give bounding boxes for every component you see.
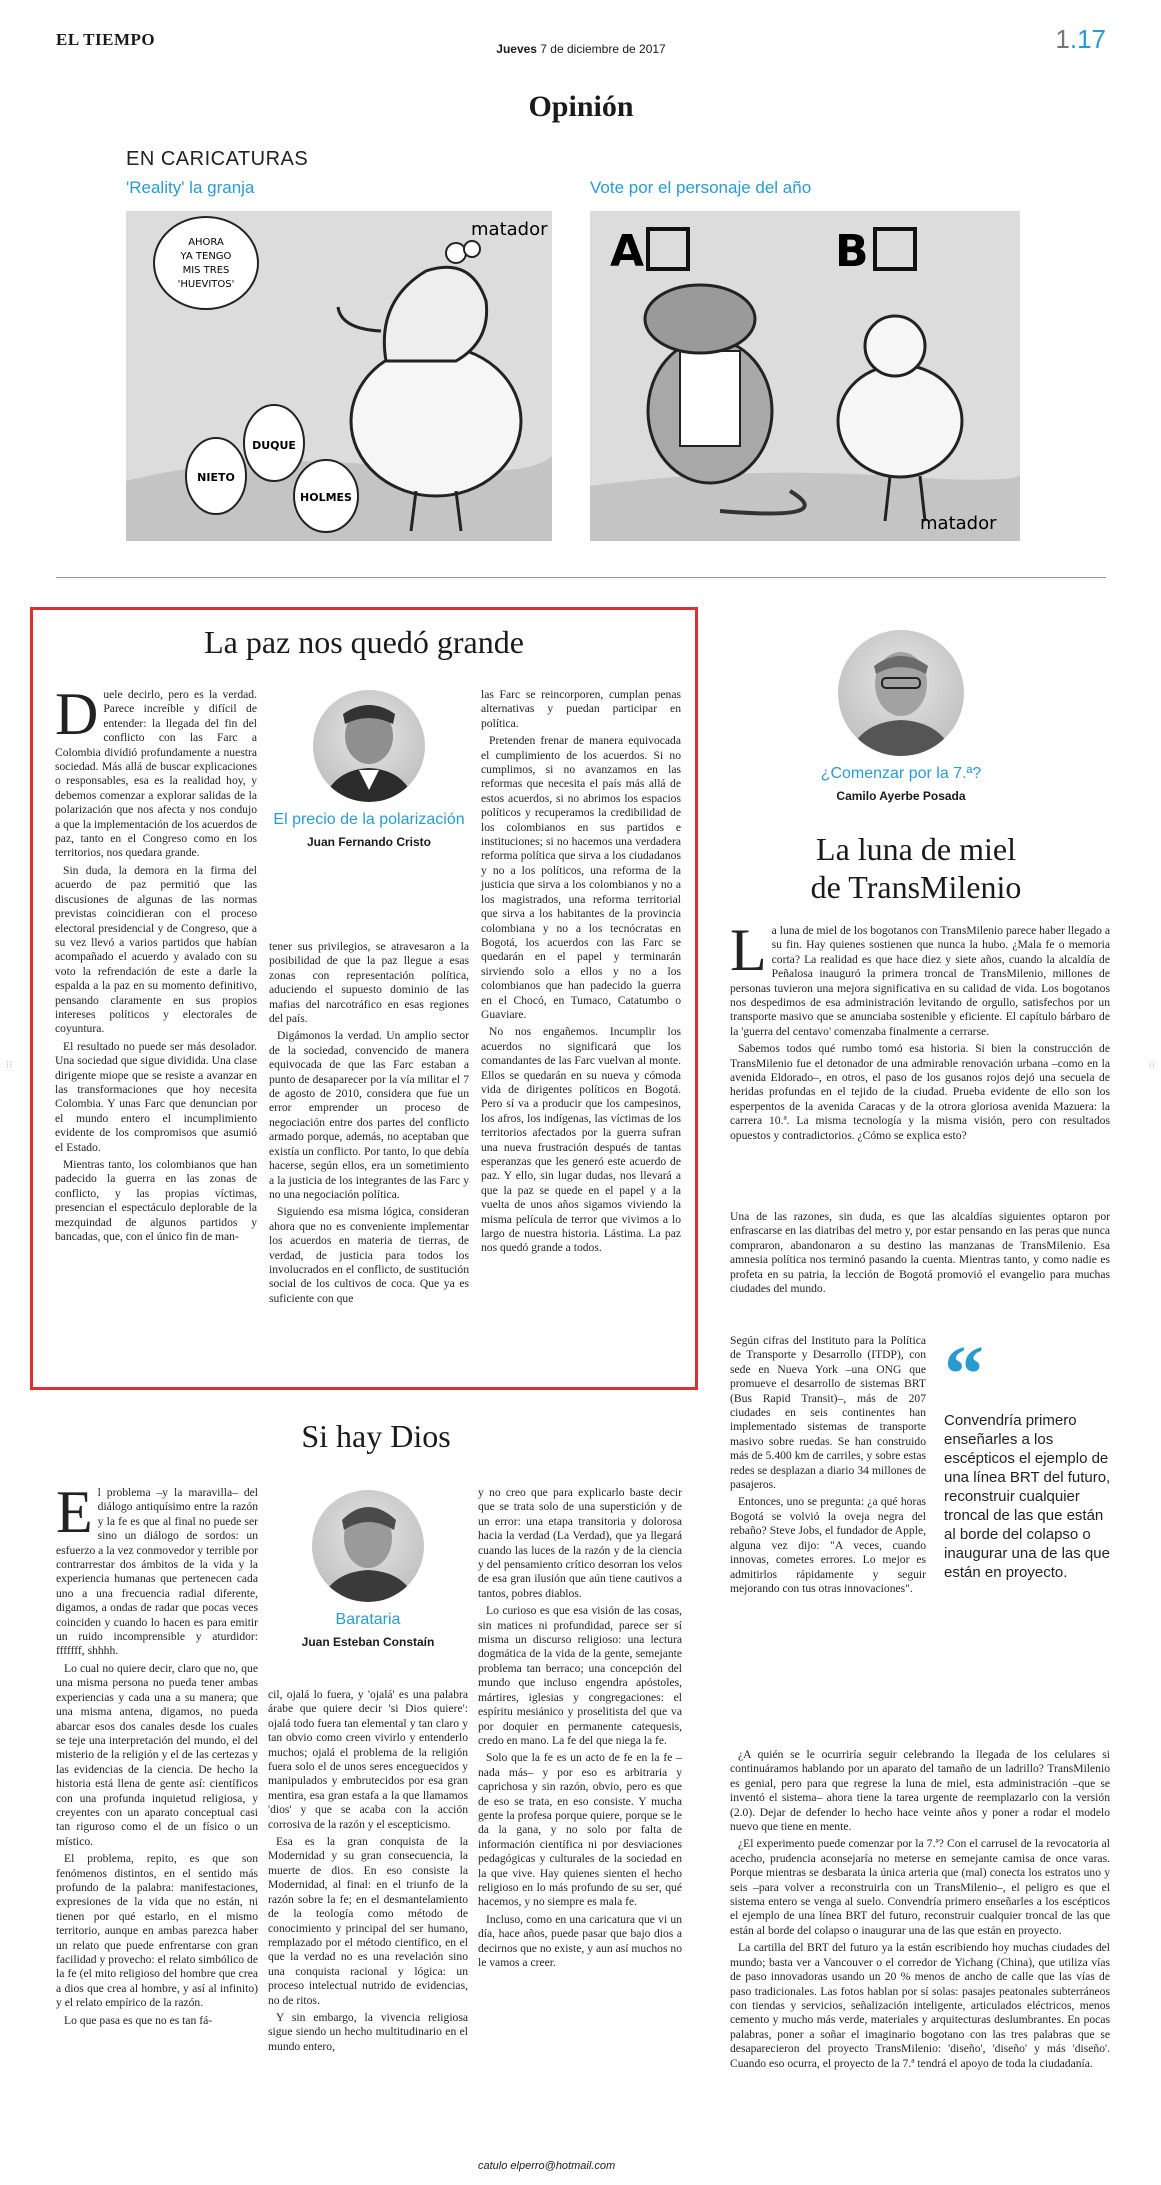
newspaper-logo: EL TIEMPO	[56, 30, 156, 49]
article3-portrait-svg	[838, 630, 964, 756]
page-number-suffix: .17	[1069, 24, 1106, 54]
article2-author-name: Juan Esteban Constaín	[301, 1635, 435, 1649]
left-margin-mark: ⁝⁝	[6, 1060, 13, 1071]
article3-p7: ¿El experimento puede comenzar por la 7.ª? Con el carrusel de la revocatoria al acecho, prudencia aconsejaría no meterse en semejante camisa de once varas. Porque mientras se desbarata la única arteria que (mal) conecta los estratos uno y seis –para volver a reconstruirla con un TransMilenio–, el peligro es que el sistema entero se venga al suelo. Convendría primero enseñarles a los escépticos el ejemplo de una línea BRT del futuro, reconstruir cualquier troncal de las que están al borde del colapso o inaugurar una de las que están en proyecto.	[730, 1837, 1110, 1937]
caricature-left-drawing	[126, 211, 552, 541]
article2-c3-p2: Lo curioso es que esa visión de las cosas, sin matices ni profundidad, parece ser sí misma un discurso religioso: una lectura dogmática de la vida de la gente, semejante problema tan berraco; una concepción del mundo que incluso engendra apóstoles, mártires, iglesias y congregaciones: el espíritu mesiánico y proselitista del que va por doquier en permanente catequesis, credo en mano. La fe del que niega la fe.	[478, 1604, 682, 1747]
caricature-right-subtitle: Vote por el personaje del año	[590, 178, 812, 197]
article1-column-3	[481, 688, 681, 1259]
bubble-line-1: AHORA	[188, 237, 224, 248]
article3-column-title: ¿Comenzar por la 7.ª?	[820, 765, 982, 782]
caricature-right-drawing	[590, 211, 1020, 541]
author-email: catulo elperro@hotmail.com	[478, 2160, 616, 2172]
caricatures-heading: EN CARICATURAS	[126, 148, 309, 170]
article3-author-block	[786, 630, 1016, 803]
article1-portrait-svg	[313, 690, 425, 802]
article2-c3-p3: Solo que la fe es un acto de fe en la fe –nada más– y por eso es arbitraria y caprichosa y sin razón, obvio, pero es que de eso se trata, en eso consiste. Y mucha gente la profesa porque quiere, porque se le da la gana, y no solo por falta de información científica ni por desviaciones pedagógicas y culturales de la sociedad en la que vive. Hay quienes sienten el hecho religioso en lo más profundo de su ser, qué hacemos, y no siempre es mala fe.	[478, 1751, 682, 1909]
article2-c2-p3: Y sin embargo, la vivencia religiosa sigue siendo un hecho multitudinario en el mundo entero,	[268, 2010, 468, 2053]
article3-p1: a luna de miel de los bogotanos con TransMilenio parece haber llegado a su fin. Hay quienes sostienen que nunca la hubo. ¿Mala fe o memoria corta? La realidad es que hace diez y siete años, cuando la alcaldía de Peñalosa inauguró la primera troncal de TransMilenio, millones de personas tuvieron una mejora significativa en su calidad de vida. Los bogotanos nos despedimos de esa administración levitando de orgullo, satisfechos por un transporte masivo que se anunciaba sostenible y eficiente. El capítulo bárbaro de la 'guerra del centavo' comenzaba finalmente a cerrarse.	[730, 924, 1110, 1038]
article2-c2-p1: cil, ojalá lo fuera, y 'ojalá' es una palabra árabe que quiere decir 'si Dios quiere': ojalá todo fuera tan elemental y tan claro y tan obvio como creen vivirlo y entenderlo muchos; ojalá el problema de la religión fuera solo el de unos seres enceguecidos y manipulados y embrutecidos por esa gran mentira, esa gran estafa a la que llamamos 'dios' y que se acaba con la acción corrosiva de la razón y el escepticismo.	[268, 1688, 468, 1831]
article1-c2-p3: Siguiendo esa misma lógica, consideran ahora que no es conveniente implementar los acuerdos en materia de tierras, de verdad, de justicia para todos los involucrados en el conflicto, de sustitución social de los cultivos de coca. Que ya es suficiente con que	[269, 1205, 469, 1305]
article1-c1-p1: uele decirlo, pero es la verdad. Parece increíble y difícil de entender: la llegada del fin del conflicto con las Farc a Colombia dividió profundamente a nuestra sociedad. Más allá de buscar explicaciones o responsables, esa es la realidad hoy, y debemos comenzar a explorar salidas de la polarización que nos afecta y nos condujo a que la implementación de los acuerdos de paz, tanto en el Congreso como en los territorios, nos quedara grande.	[55, 688, 257, 860]
article1-c2-p2: Digámonos la verdad. Un amplio sector de la sociedad, convencido de manera equivocada de que las Farc estaban a punto de desaparecer por la vía militar el 7 de agosto de 2010, considera que fue un error emprender un proceso de negociación entre dos partes del conflicto armado porque, además, no aceptaban que existía un conflicto. Por tanto, lo que debía hacerse, según ellos, era un sometimiento a la justicia de los integrantes de las Farc y no una negociación política.	[269, 1029, 469, 1201]
section-title: Opinión	[528, 90, 634, 123]
article1-author-photo	[313, 690, 425, 802]
caricature-right-signature: matador	[920, 513, 997, 534]
article1-title: La paz nos quedó grande	[204, 624, 524, 660]
article2-column-2	[268, 1688, 468, 2057]
option-a-label: A	[610, 226, 645, 277]
masthead	[56, 24, 1106, 123]
bubble-line-4: 'HUEVITOS'	[177, 279, 235, 290]
caricature-right-image	[590, 211, 1020, 541]
page-number-prefix: 1	[1055, 24, 1070, 54]
article2-c1-p1: l problema –y la maravilla– del diálogo antiquísimo entre la razón y la fe es que al final no puede ser sino un diálogo de sordos: un esfuerzo a la vez conmovedor y terrible por contrarrestar dos ámbitos de la vida y la experiencia humanas que pertenecen cada uno a una frecuencia radial diferente, digamos, a ondas de radar que pocas veces coinciden y cuando lo hacen es para emitir un ruido incomprensible y aturdidor: fffffff, shhhh.	[56, 1486, 258, 1658]
article1-c3-p2: Pretenden frenar de manera equivocada el cumplimiento de los acuerdos. Si no cumplimos, si no avanzamos en las reformas que necesita el país más allá de estos acuerdos, si no abrimos los espacios políticos y recuperamos la credibilidad de los colombianos en sus partidos e instituciones; si no hacemos una verdadera reforma política que sirva a los ciudadanos y no a los políticos, una reforma de la justicia que sirva a los colombianos y no a los magistrados, una reforma territorial que sirva a los habitantes de la provincia colombiana y no a los tecnócratas en Bogotá, los acuerdos con las Farc se quedarán en el papel y terminarán sirviendo solo a ellos y no a los colombianos que han padecido la guerra en el Chocó, en Tumaco, Catatumbo o Guaviare.	[481, 734, 681, 1021]
article3-p5: Entonces, uno se pregunta: ¿a qué horas Bogotá se volvió la oveja negra del rebaño? Steve Jobs, el fundador de Apple, alguna vez dijo: "A veces, cuando innovas, cometes errores. Lo mejor es admitirlos rápidamente y seguir mejorando con tus otras innovaciones".	[730, 1495, 926, 1595]
article1-author-block	[269, 690, 469, 849]
article3-body-bottom	[730, 1748, 1110, 2074]
section-divider	[56, 577, 1106, 578]
issue-date-rest: 7 de diciembre de 2017	[536, 42, 666, 56]
article3-p8: La cartilla del BRT del futuro ya la están escribiendo hoy muchas ciudades del mundo; basta ver a Vancouver o el corredor de Yichang (China), que utiliza vías de paso innovadoras usando un 20 % menos de ancho de calle que las vías de paso tradicionales. Las fotos hablan por sí solas: pasajes peatonales subterráneos con tiendas y servicios, señalización inteligente, articulados eléctricos, menos cemento y mucho más verde, materiales y arquitecturas deslumbrantes. En pocas palabras, poner a soñar el imaginario bogotano con las tres palabras que se desaparecieron del proyecto TransMilenio: 'diseño', 'diseño' y más 'diseño'. Cuando eso ocurra, el proyecto de la 7.ª tendrá el apoyo de toda la ciudadanía.	[730, 1941, 1110, 2070]
article2-column-title: Barataria	[335, 1611, 401, 1628]
article1-dropcap: D	[55, 681, 99, 747]
bubble-line-2: YA TENGO	[180, 251, 232, 262]
caricature-left-subtitle: 'Reality' la granja	[126, 178, 255, 197]
article3-p2: Sabemos todos qué rumbo tomó esa historia. Si bien la construcción de TransMilenio fue el detonador de una admirable renovación urbana –como en la avenida Eldorado–, en otros, el paso de los gusanos rojos dejó una secuela de heridas profundas en el tejido de la ciudad. Prueba evidente de ello son los esperpentos de la avenida Caracas y de la otrora gloriosa avenida Mazuera: la carrera 10.ª. La misma tecnología y la misma visión, pero con resultados opuestos y contradictorios. ¿Cómo se explica esto?	[730, 1042, 1110, 1142]
article1-c1-p2: Sin duda, la demora en la firma del acuerdo de paz permitió que las discusiones de algunas de las normas previstas coincidieran con el proceso electoral presidencial y de Congreso, que a su vez llevó a varios partidos que habían acompañado el acuerdo y avalado con su voto la refrendación de este a darle la espalda a la paz en su momento definitivo, pensando claramente en sus propios intereses políticos y electorales de coyuntura.	[55, 863, 257, 1036]
article2-portrait-svg	[312, 1490, 424, 1602]
article1-c1-p4: Mientras tanto, los colombianos que han padecido la guerra en las zonas de conflicto, y las propias víctimas, presencian el espectáculo deplorable de la mezquindad de algunos partidos y bancadas, que, con el único fin de man-	[55, 1158, 257, 1244]
article3-p3: Una de las razones, sin duda, es que las alcaldías siguientes optaron por enfrascarse en las diatribas del metro y, por estar pensando en las peras que nunca compraron, abandonaron a su destino las manzanas de TransMilenio. Esa amnesia política nos terminó pasando la cuenta. Mientras tanto, y como nadie es profeta en su patria, la lección de Bogotá promovió el evangelio para muchas ciudades del mundo.	[730, 1210, 1110, 1296]
article2-dropcap: E	[56, 1479, 93, 1545]
pull-quote	[944, 1331, 1114, 1582]
article2-title: Si hay Dios	[301, 1418, 451, 1454]
article3-dropcap: L	[730, 917, 767, 983]
article2-c1-p4: Lo que pasa es que no es tan fá-	[64, 2013, 213, 2027]
egg-label-1: NIETO	[197, 471, 235, 484]
article3-author-name: Camilo Ayerbe Posada	[836, 789, 966, 803]
issue-date	[56, 42, 1106, 56]
article3-body-mid	[730, 1210, 1110, 1299]
article1-c3-p3: No nos engañemos. Incumplir los acuerdos no significará que los comandantes de las Farc vuelvan al monte. Ellos se quedarán en su nueva y cómoda vida de dirigentes políticos en Bogotá. Pero sí va a producir que los campesinos, los afros, los indígenas, las víctimas de los territorios afectados por la guerra sufran una nueva frustración después de tantas esperanzas que les generó este acuerdo de paz. Y ello, sin lugar dudas, nos llevará a que la paz se quede en el papel y a la vuelta de unos años sigamos viviendo la misma película de terror que vivimos a lo largo de nuestra historia. Lástima. La paz nos quedó grande a todos.	[481, 1025, 681, 1255]
article2-c1-p2: Lo cual no quiere decir, claro que no, que una misma persona no pueda tener ambas experiencias y cada una a su manera; que una misma antena, digamos, no pueda abarcar esos dos canales desde los cuales se teje una interpretación del mundo, el del misterio de la religión y el de las certezas y las evidencias de la ciencia. De hecho la historia está llena de gente así: científicos con una profunda inquietud religiosa, y creyentes con un aparato conceptual casi tan riguroso como el de un físico o un místico.	[56, 1661, 258, 1848]
article2-author-photo	[312, 1490, 424, 1602]
article3-title-line-2: de TransMilenio	[810, 869, 1022, 905]
bubble-line-3: MIS TRES	[182, 265, 230, 276]
article2-c3-p4: Incluso, como en una caricatura que vi un día, hace años, puede pasar que bajo dios a decirnos que no existe, y aun así muchos no le vamos a creer.	[478, 1912, 682, 1969]
egg-label-2: DUQUE	[252, 439, 296, 452]
article1-column-2	[269, 940, 469, 1309]
article3-body-top	[730, 917, 1110, 1146]
article3-p6: ¿A quién se le ocurriría seguir celebrando la llegada de los celulares si continuáramos hablando por un aparato del tamaño de un ladrillo? TransMilenio es genial, pero para que regrese la luna de miel, esta administración –que se inventó el sistema– ahora tiene la tarea urgente de reemplazarlo con la versión (2.0). Dejar de defender lo hecho hace veinte años y poner a rodar el modelo nuevo que tiene en mente.	[730, 1748, 1110, 1834]
article2-author-block	[268, 1490, 468, 1649]
right-margin-mark: ⁝⁝	[1148, 1060, 1155, 1071]
caricature-left-signature: matador	[471, 219, 548, 240]
caricature-left-image	[126, 211, 552, 541]
article3-title	[726, 830, 1106, 906]
article2-column-1	[56, 1479, 258, 2031]
option-b-label: B	[835, 226, 869, 277]
highlighted-article-box	[30, 607, 698, 1390]
article3-author-photo	[838, 630, 964, 756]
article1-c1-p3: El resultado no puede ser más desolador. Una sociedad que sigue dividida. Una clase dirigente miope que se resiste a avanzar en las transformaciones que hoy necesita Colombia. Y unas Farc que denuncian por el mundo entero el incumplimiento evidente de los compromisos que asumió el Estado.	[55, 1039, 257, 1154]
article1-column-1	[55, 681, 257, 1247]
pull-quote-text: Convendría primero enseñarles a los escépticos el ejemplo de una línea BRT del futuro, reconstruir cualquier troncal de las que están al borde del colapso o inaugurar una de las que están en proyecto.	[944, 1412, 1111, 1581]
egg-label-3: HOLMES	[300, 491, 352, 504]
quote-mark-icon: “	[944, 1331, 984, 1419]
article2-c3-p1: y no creo que para explicarlo baste decir que se trata solo de una superstición y de un error: una etapa transitoria y dolorosa hacia la verdad (La Verdad), que ya llegará cuando las luces de la razón y de la ciencia y del pensamiento crítico desorran los velos de esa gran ilusión que aún tiene cautivos a tantos, pobres diablos.	[478, 1486, 682, 1600]
article1-c3-p1: las Farc se reincorporen, cumplan penas alternativas y puedan participar en política.	[481, 688, 681, 730]
article3-p4: Según cifras del Instituto para la Política de Transporte y Desarrollo (ITDP), con sede en Nueva York –una ONG que promueve el desarrollo de sistemas BRT (Bus Rapid Transit)–, más de 207 ciudades en seis continentes han implementado sistemas de transporte masivo sobre ruedas. Se han construido más de 5.400 km de carriles, y sobre estas redes se desplazan a diario 34 millones de pasajeros.	[730, 1334, 926, 1492]
article2-c2-p2: Esa es la gran conquista de la Modernidad y su gran consecuencia, la muerte de dios. En eso consiste la Modernidad, al final: en el triunfo de la razón sobre la fe; en el desmantelamiento de la teología como método de conocimiento y principal del ser humano, remplazado por el método científico, en el que la verdad no es una revelación sino una conquista racional y lógica: un proceso intelectual nutrido de evidencias, no de ritos.	[268, 1835, 468, 2007]
article3-title-line-1: La luna de miel	[816, 831, 1016, 867]
article2-column-3	[478, 1486, 682, 1973]
issue-date-day: Jueves	[496, 42, 537, 56]
article3-body-narrow	[730, 1334, 926, 1599]
article1-author-name: Juan Fernando Cristo	[306, 835, 431, 849]
article1-c2-p1: tener sus privilegios, se atravesaron a la posibilidad de que la paz llegue a esas zonas con representación política, aduciendo el supuesto dominio de las mafias del narcotráfico en esas regiones del país.	[269, 940, 469, 1026]
article2-c1-p3: El problema, repito, es que son fenómenos distintos, en el sentido más profundo de la palabra: manifestaciones, expresiones de la vida que no están, ni tienen por qué estarlo, en el mismo territorio, aunque en ambas parezca haber un relato que puede enfrentarse con gran facilidad y provecho: el relato simbólico de la fe (el mito religioso del hombre que crea a dios que crea al hombre, y así al infinito) y el relato empírico de la razón.	[56, 1852, 258, 2010]
page-number	[1055, 24, 1106, 55]
article1-column-title: El precio de la polarización	[273, 811, 465, 828]
